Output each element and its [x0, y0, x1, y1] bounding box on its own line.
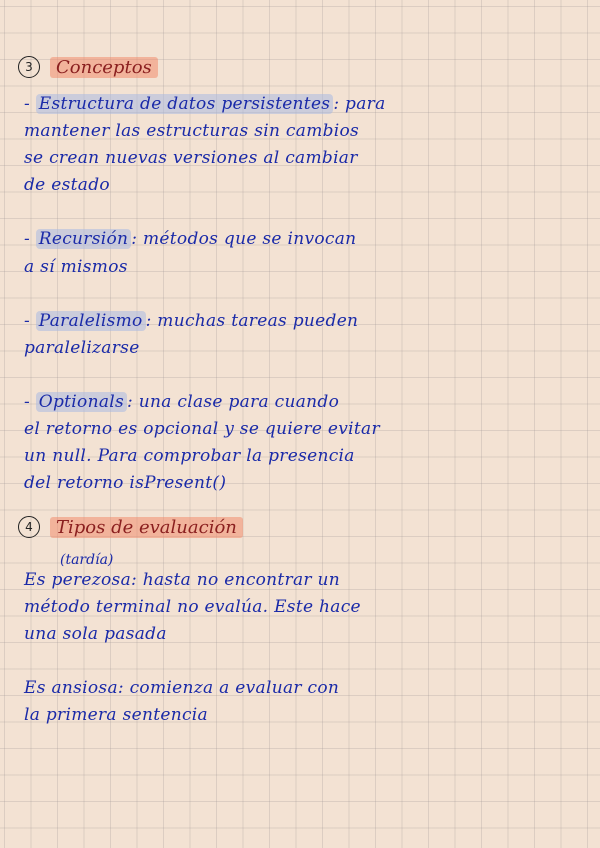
section-number-badge: 4	[18, 516, 40, 538]
note-line: - Estructura de datos persistentes : para	[24, 94, 386, 114]
note-line: paralelizarse	[24, 338, 140, 358]
note-line: una sola pasada	[24, 624, 167, 644]
note-line: - Recursión : métodos que se invocan	[24, 229, 357, 249]
note-line: a sí mismos	[24, 257, 128, 277]
note-line: - Optionals : una clase para cuando	[24, 392, 340, 412]
note-line: de estado	[24, 175, 110, 195]
section-4-heading	[18, 516, 243, 538]
section-3-heading	[18, 56, 158, 78]
concept-term: Recursión	[36, 229, 132, 249]
note-line: el retorno es opcional y se quiere evitar	[24, 419, 380, 439]
note-line: la primera sentencia	[24, 705, 208, 725]
note-line: del retorno isPresent()	[24, 473, 227, 493]
note-line: método terminal no evalúa. Este hace	[24, 597, 361, 617]
note-line: un null. Para comprobar la presencia	[24, 446, 355, 466]
note-line: Es perezosa: hasta no encontrar un	[24, 570, 341, 590]
annotation-note: (tardía)	[60, 552, 114, 568]
note-line: Es ansiosa: comienza a evaluar con	[24, 678, 340, 698]
concept-term: Paralelismo	[36, 311, 146, 331]
note-line: se crean nuevas versiones al cambiar	[24, 148, 358, 168]
note-line: mantener las estructuras sin cambios	[24, 121, 360, 141]
section-title: Conceptos	[50, 57, 158, 78]
note-line: - Paralelismo : muchas tareas pueden	[24, 311, 359, 331]
section-number-badge: 3	[18, 56, 40, 78]
section-title: Tipos de evaluación	[50, 517, 243, 538]
concept-term: Optionals	[36, 392, 127, 412]
concept-term: Estructura de datos persistentes	[36, 94, 334, 114]
